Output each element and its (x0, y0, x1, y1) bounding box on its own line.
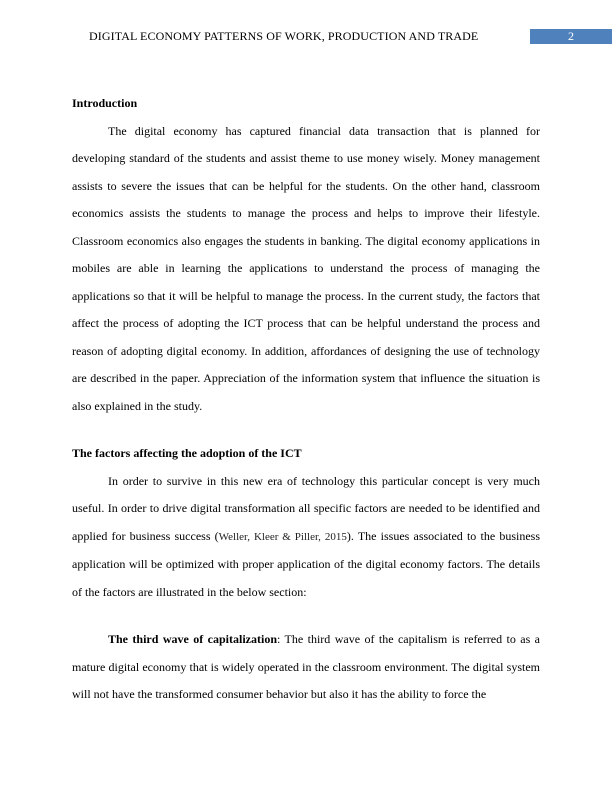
document-body (72, 90, 540, 709)
third-wave-paragraph (72, 626, 540, 709)
factors-heading: The factors affecting the adoption of the ICT (72, 446, 302, 460)
page-number: 2 (530, 29, 612, 44)
factors-text-1: In order to survive in this new era of technology this particular concept is very much useful. In order to drive digital transformation all specific factors are needed to be identified and applied for business success ( (72, 473, 540, 543)
factors-text-2: ). The issues associated to the business application will be optimized with proper application of the digital economy factors. The details of the factors are illustrated in the below section: (72, 528, 540, 599)
citation: Weller, Kleer & Piller, 2015 (218, 530, 347, 543)
running-header: DIGITAL ECONOMY PATTERNS OF WORK, PRODUCTION AND TRADE (89, 29, 479, 43)
introduction-heading: Introduction (72, 96, 138, 110)
introduction-paragraph: The digital economy has captured financial data transaction that is planned for developing standard of the students and assist theme to use money wisely. Money management assists to severe the issues that can be helpful for the students. On the other hand, classroom economics assists the students to manage the process and helps to improve their lifestyle. Classroom economics also engages the students in banking. The digital economy applications in mobiles are able in learning the applications to understand the process of managing the applications so that it will be helpful to manage the process. In the current study, the factors that affect the process of adopting the ICT process that can be helpful understand the process and reason of adopting digital economy. In addition, affordances of designing the use of technology are described in the paper. Appreciation of the information system that influence the situation is also explained in the study. (72, 123, 540, 413)
factors-paragraph (72, 468, 540, 607)
third-wave-text: : The third wave of the capitalism is referred to as a mature digital economy that is widely operated in the classroom environment. The digital system will not have the transformed consumer behavior but also it has the ability to force the (72, 632, 540, 701)
spacer (72, 420, 540, 440)
spacer (72, 606, 540, 626)
third-wave-lead: The third wave of capitalization (108, 632, 278, 646)
